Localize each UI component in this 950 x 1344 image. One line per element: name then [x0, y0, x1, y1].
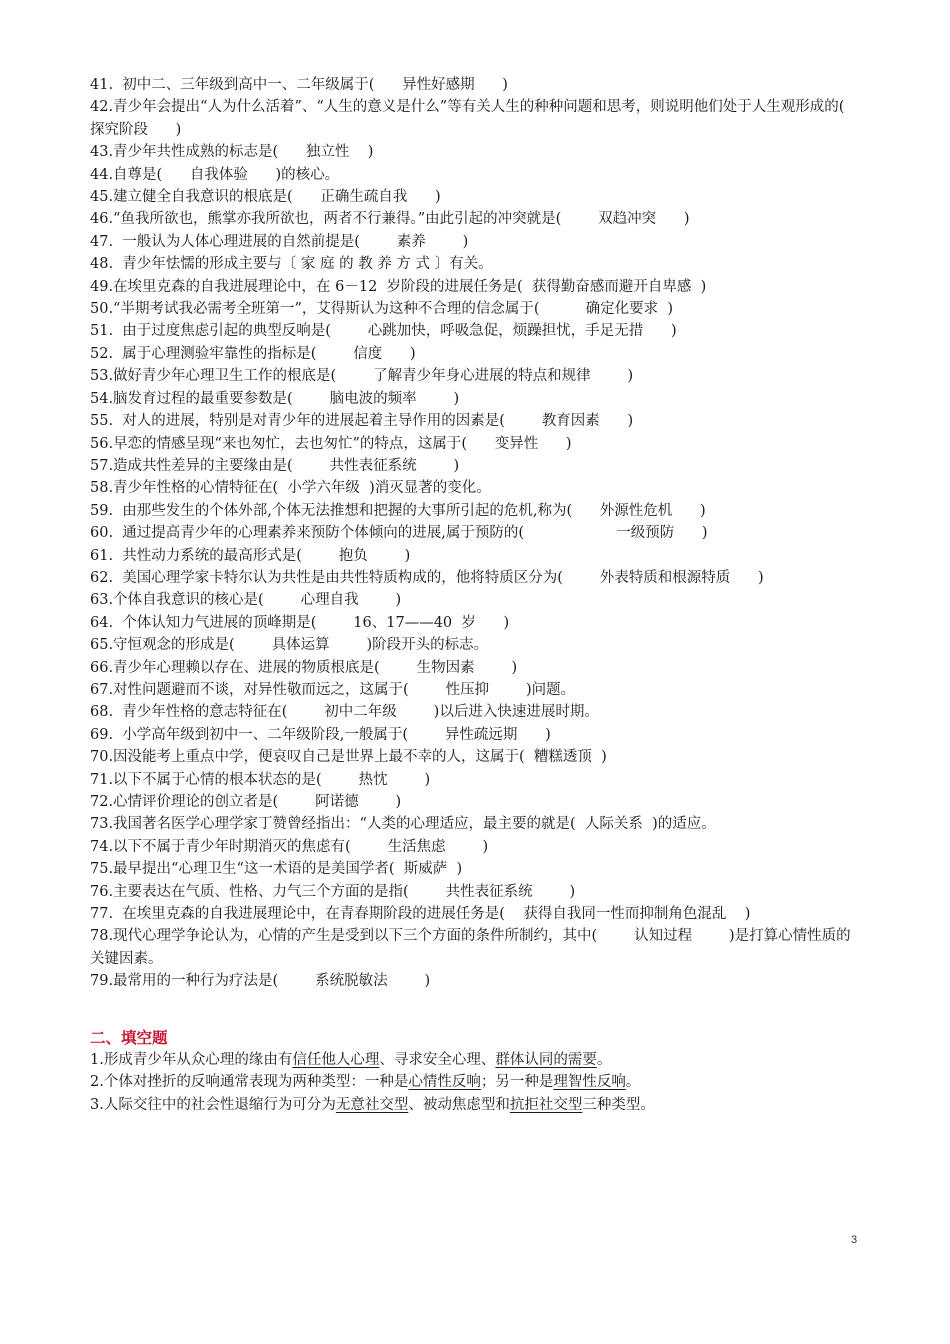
question-66: 66.青少年心理赖以存在、进展的物质根底是( 生物因素 )	[90, 659, 518, 676]
question-78: 78.现代心理学争论认为，心情的产生是受到以下三个方面的条件所制约，其中( 认知过程 )是打算心情性质的关键因素。	[90, 928, 851, 967]
question-41: 41. 初中二、三年级到高中一、二年级属于( 异性好感期 )	[90, 77, 508, 93]
fill-text: 、被动焦虑型和	[408, 1096, 510, 1113]
question-45: 45.建立健全自我意识的根底是( 正确生疏自我 )	[90, 189, 441, 206]
fill-text: 、寻求安全心理、	[379, 1052, 496, 1068]
question-56: 56.早恋的情感呈现“来也匆忙，去也匆忙”的特点，这属于( 变异性 )	[90, 435, 572, 452]
fill-blank-list	[90, 1049, 860, 1116]
fill-blank-2	[90, 1071, 860, 1093]
fill-text: 3.人际交往中的社会性退缩行为可分为	[90, 1096, 336, 1113]
question-59: 59. 由那些发生的个体外部,个体无法推想和把握的大事所引起的危机,称为( 外源性危机 )	[90, 502, 706, 519]
fill-blank-3	[90, 1094, 860, 1116]
question-62: 62. 美国心理学家卡特尔认为共性是由共性特质构成的，他将特质区分为( 外表特质和根源特质 )	[90, 569, 764, 586]
question-50: 50.“半期考试我必需考全班第一”，艾得斯认为这种不合理的信念属于( 确定化要求 )	[90, 301, 674, 318]
question-61: 61. 共性动力系统的最高形式是( 抱负 )	[90, 547, 411, 564]
question-list	[90, 74, 873, 993]
fill-answer: 信任他人心理	[292, 1052, 380, 1068]
question-76: 76.主要表达在气质、性格、力气三个方面的是指( 共性表征系统 )	[90, 883, 576, 900]
question-49: 49.在埃里克森的自我进展理论中，在 6－12 岁阶段的进展任务是( 获得勤奋感而避开自卑感 )	[90, 278, 707, 295]
question-44: 44.自尊是( 自我体验 )的核心。	[90, 166, 340, 183]
page-number: 3	[851, 1234, 858, 1246]
fill-answer: 理智性反响	[553, 1074, 626, 1091]
fill-answer: 心情性反响	[408, 1074, 481, 1091]
question-68: 68. 青少年性格的意志特征在( 初中二年级 )以后进入快速进展时期。	[90, 704, 599, 721]
question-55: 55. 对人的进展，特别是对青少年的进展起着主导作用的因素是( 教育因素 )	[90, 413, 634, 430]
question-43: 43.青少年共性成熟的标志是( 独立性 )	[90, 144, 374, 161]
fill-text: 1.形成青少年从众心理的缘由有	[90, 1052, 293, 1068]
question-64: 64. 个体认知力气进展的顶峰期是( 16、17——40 岁 )	[90, 614, 510, 631]
section-title-fill-blank: 二、填空题	[90, 1029, 168, 1047]
question-63: 63.个体自我意识的核心是( 心理自我 )	[90, 592, 402, 609]
fill-text: 三种类型。	[582, 1096, 655, 1113]
question-51: 51. 由于过度焦虑引起的典型反响是( 心跳加快，呼吸急促，烦躁担忧，手足无措 )	[90, 323, 677, 340]
question-67: 67.对性问题避而不谈，对异性敬而远之，这属于( 性压抑 )问题。	[90, 681, 576, 698]
fill-answer: 抗拒社交型	[509, 1096, 583, 1113]
question-69: 69. 小学高年级到初中一、二年级阶段,一般属于( 异性疏远期 )	[90, 726, 551, 743]
question-42: 42.青少年会提出“人为什么活着”、“人生的意义是什么”等有关人生的种种问题和思考，则说明他们处于人生观形成的( 探究阶段 )	[90, 99, 873, 138]
question-75: 75.最早提出“心理卫生“这一术语的是美国学者( 斯威萨 )	[90, 861, 463, 878]
question-73: 73.我国著名医学心理学家丁赞曾经指出：“人类的心理适应，最主要的就是( 人际关系 )的适应。	[90, 816, 716, 833]
question-46: 46.“鱼我所欲也，熊掌亦我所欲也，两者不行兼得。”由此引起的冲突就是( 双趋冲突 )	[90, 211, 690, 228]
fill-answer: 群体认同的需要	[495, 1052, 597, 1068]
question-48: 48. 青少年怯懦的形成主要与〔 家 庭 的 教 养 方 式 〕有关。	[90, 256, 493, 273]
question-54: 54.脑发育过程的最重要参数是( 脑电波的频率 )	[90, 390, 460, 407]
fill-blank-1	[90, 1049, 860, 1071]
question-57: 57.造成共性差异的主要缘由是( 共性表征系统 )	[90, 457, 460, 474]
question-60: 60. 通过提高青少年的心理素养来预防个体倾向的进展,属于预防的( 一级预防 )	[90, 525, 708, 542]
question-52: 52. 属于心理测验牢靠性的指标是( 信度 )	[90, 345, 416, 362]
fill-answer: 无意社交型	[335, 1096, 409, 1113]
question-58: 58.青少年性格的心情特征在( 小学六年级 )消灭显著的变化。	[90, 480, 491, 497]
fill-text: 2.个体对挫折的反响通常表现为两种类型：一种是	[90, 1074, 409, 1091]
question-65: 65.守恒观念的形成是( 具体运算 )阶段开头的标志。	[90, 637, 489, 654]
question-53: 53.做好青少年心理卫生工作的根底是( 了解青少年身心进展的特点和规律 )	[90, 368, 634, 385]
fill-text: 。	[625, 1074, 641, 1091]
fill-text: 。	[596, 1052, 612, 1068]
question-79: 79.最常用的一种行为疗法是( 系统脱敏法 )	[90, 973, 431, 990]
question-71: 71.以下不属于心情的根本状态的是( 热忱 )	[90, 771, 431, 788]
question-70: 70.因没能考上重点中学，便哀叹自己是世界上最不幸的人，这属于( 糟糕透顶 )	[90, 749, 607, 766]
question-74: 74.以下不属于青少年时期消灭的焦虑有( 生活焦虑 )	[90, 838, 489, 855]
question-77: 77. 在埃里克森的自我进展理论中，在青春期阶段的进展任务是( 获得自我同一性而抑制角色混乱 )	[90, 906, 751, 923]
fill-text: ；另一种是	[480, 1074, 554, 1091]
question-72: 72.心情评价理论的创立者是( 阿诺德 )	[90, 794, 402, 810]
question-47: 47. 一般认为人体心理进展的自然前提是( 素养 )	[90, 233, 469, 250]
